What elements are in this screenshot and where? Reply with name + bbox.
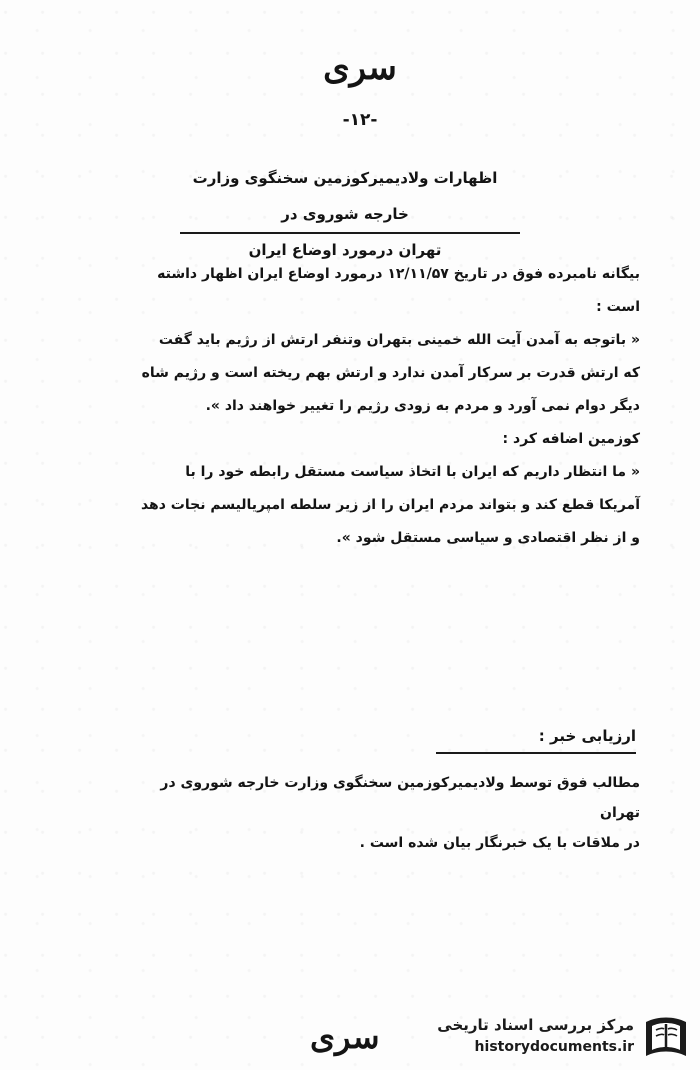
watermark-name: مرکز بررسی اسناد تاریخی [437, 1016, 634, 1034]
watermark-url: historydocuments.ir [474, 1039, 634, 1055]
review-line: در ملاقات با یک خبرنگار بیان شده است . [359, 835, 640, 851]
classification-stamp-bottom: سری [310, 1018, 380, 1056]
title-line-1: اظهارات ولادیمیرکوزمین سخنگوی وزارت خارجه شوروی در [192, 169, 498, 223]
title-underline [180, 232, 520, 234]
review-heading-underline [436, 752, 636, 754]
review-line: مطالب فوق توسط ولادیمیرکوزمین سخنگوی وزارت خارجه شوروی در تهران [160, 775, 640, 821]
body-paragraph: کوزمین اضافه کرد : [502, 431, 640, 447]
review-heading: ارزیابی خبر : [538, 727, 636, 745]
title-line-2: تهران درمورد اوضاع ایران [248, 241, 442, 259]
book-emblem-icon [640, 1012, 692, 1062]
archive-watermark [420, 1012, 692, 1062]
body-paragraph: « باتوجه به آمدن آیت الله خمینی بتهران وتنفر ارتش از رژیم باید گفت که ارتش قدرت بر سرکار آمدن ندارد و ارتش بهم ریخته است و رژیم شاه دیگر دوام نمی آورد و مردم به زودی رژیم را تغییر خواهند داد ». [141, 332, 640, 414]
classification-stamp-top: سری [323, 48, 397, 88]
review-body [160, 768, 640, 858]
report-body [140, 258, 640, 555]
body-paragraph: « ما انتظار داریم که ایران با اتخاذ سیاست مستقل رابطه خود را با آمریکا قطع کند و بتواند مردم ایران را از زیر سلطه امپریالیسم نجات دهد و از نظر اقتصادی و سیاسی مستقل شود ». [140, 464, 640, 546]
body-paragraph: بیگانه نامبرده فوق در تاریخ ۱۲/۱۱/۵۷ درمورد اوضاع ایران اظهار داشته است : [157, 266, 640, 315]
document-title [170, 160, 520, 268]
page-number: -۱۲- [342, 110, 378, 130]
